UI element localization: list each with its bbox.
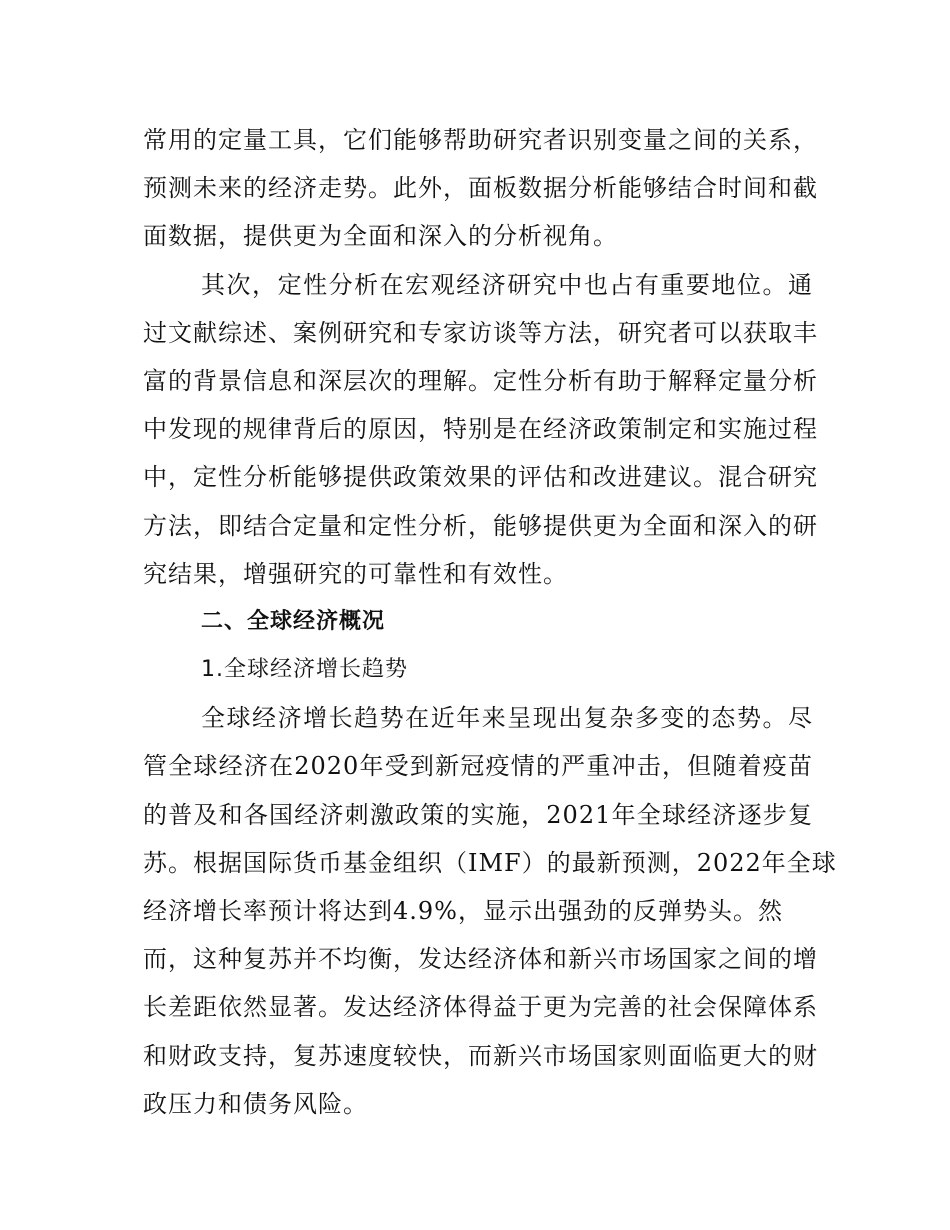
text-line: 政压力和债务风险。 [143,1089,368,1118]
text-line: 中发现的规律背后的原因，特别是在经济政策制定和实施过程 [143,415,818,444]
text-line: 经济增长率预计将达到4.9%，显示出强劲的反弹势头。然 [143,897,783,925]
text-line: 究结果，增强研究的可靠性和有效性。 [143,559,568,588]
text-line: 其次，定性分析在宏观经济研究中也占有重要地位。通 [201,270,813,299]
text-line: 富的背景信息和深层次的理解。定性分析有助于解释定量分析 [143,366,818,395]
text-line: 和财政支持，复苏速度较快，而新兴市场国家则面临更大的财 [143,1041,818,1070]
text-line: 常用的定量工具，它们能够帮助研究者识别变量之间的关系， [143,126,818,154]
text-line: 方法，即结合定量和定性分析，能够提供更为全面和深入的研 [143,511,818,540]
document-body [143,116,837,1128]
text-line: 面数据，提供更为全面和深入的分析视角。 [143,222,618,251]
subsection-heading: 1.全球经济增长趋势 [201,657,408,683]
section-heading: 二、全球经济概况 [201,608,386,634]
text-line: 预测未来的经济走势。此外，面板数据分析能够结合时间和截 [143,174,818,203]
text-line: 而，这种复苏并不均衡，发达经济体和新兴市场国家之间的增 [143,945,818,974]
paragraph-quantitative-tools [143,116,818,261]
text-line: 全球经济增长趋势在近年来呈现出复杂多变的态势。尽 [201,704,813,733]
text-line: 的普及和各国经济刺激政策的实施，2021年全球经济逐步复 [143,800,813,829]
text-line: 过文献综述、案例研究和专家访谈等方法，研究者可以获取丰 [143,318,818,347]
text-line: 管全球经济在2020年受到新冠疫情的严重冲击，但随着疫苗 [143,752,813,781]
paragraph-global-growth [143,694,837,1128]
text-line: 苏。根据国际货币基金组织（IMF）的最新预测，2022年全球 [143,848,837,877]
paragraph-qualitative-analysis [143,261,818,598]
text-line: 中，定性分析能够提供政策效果的评估和改进建议。混合研究 [143,463,818,492]
text-line: 长差距依然显著。发达经济体得益于更为完善的社会保障体系 [143,993,818,1022]
